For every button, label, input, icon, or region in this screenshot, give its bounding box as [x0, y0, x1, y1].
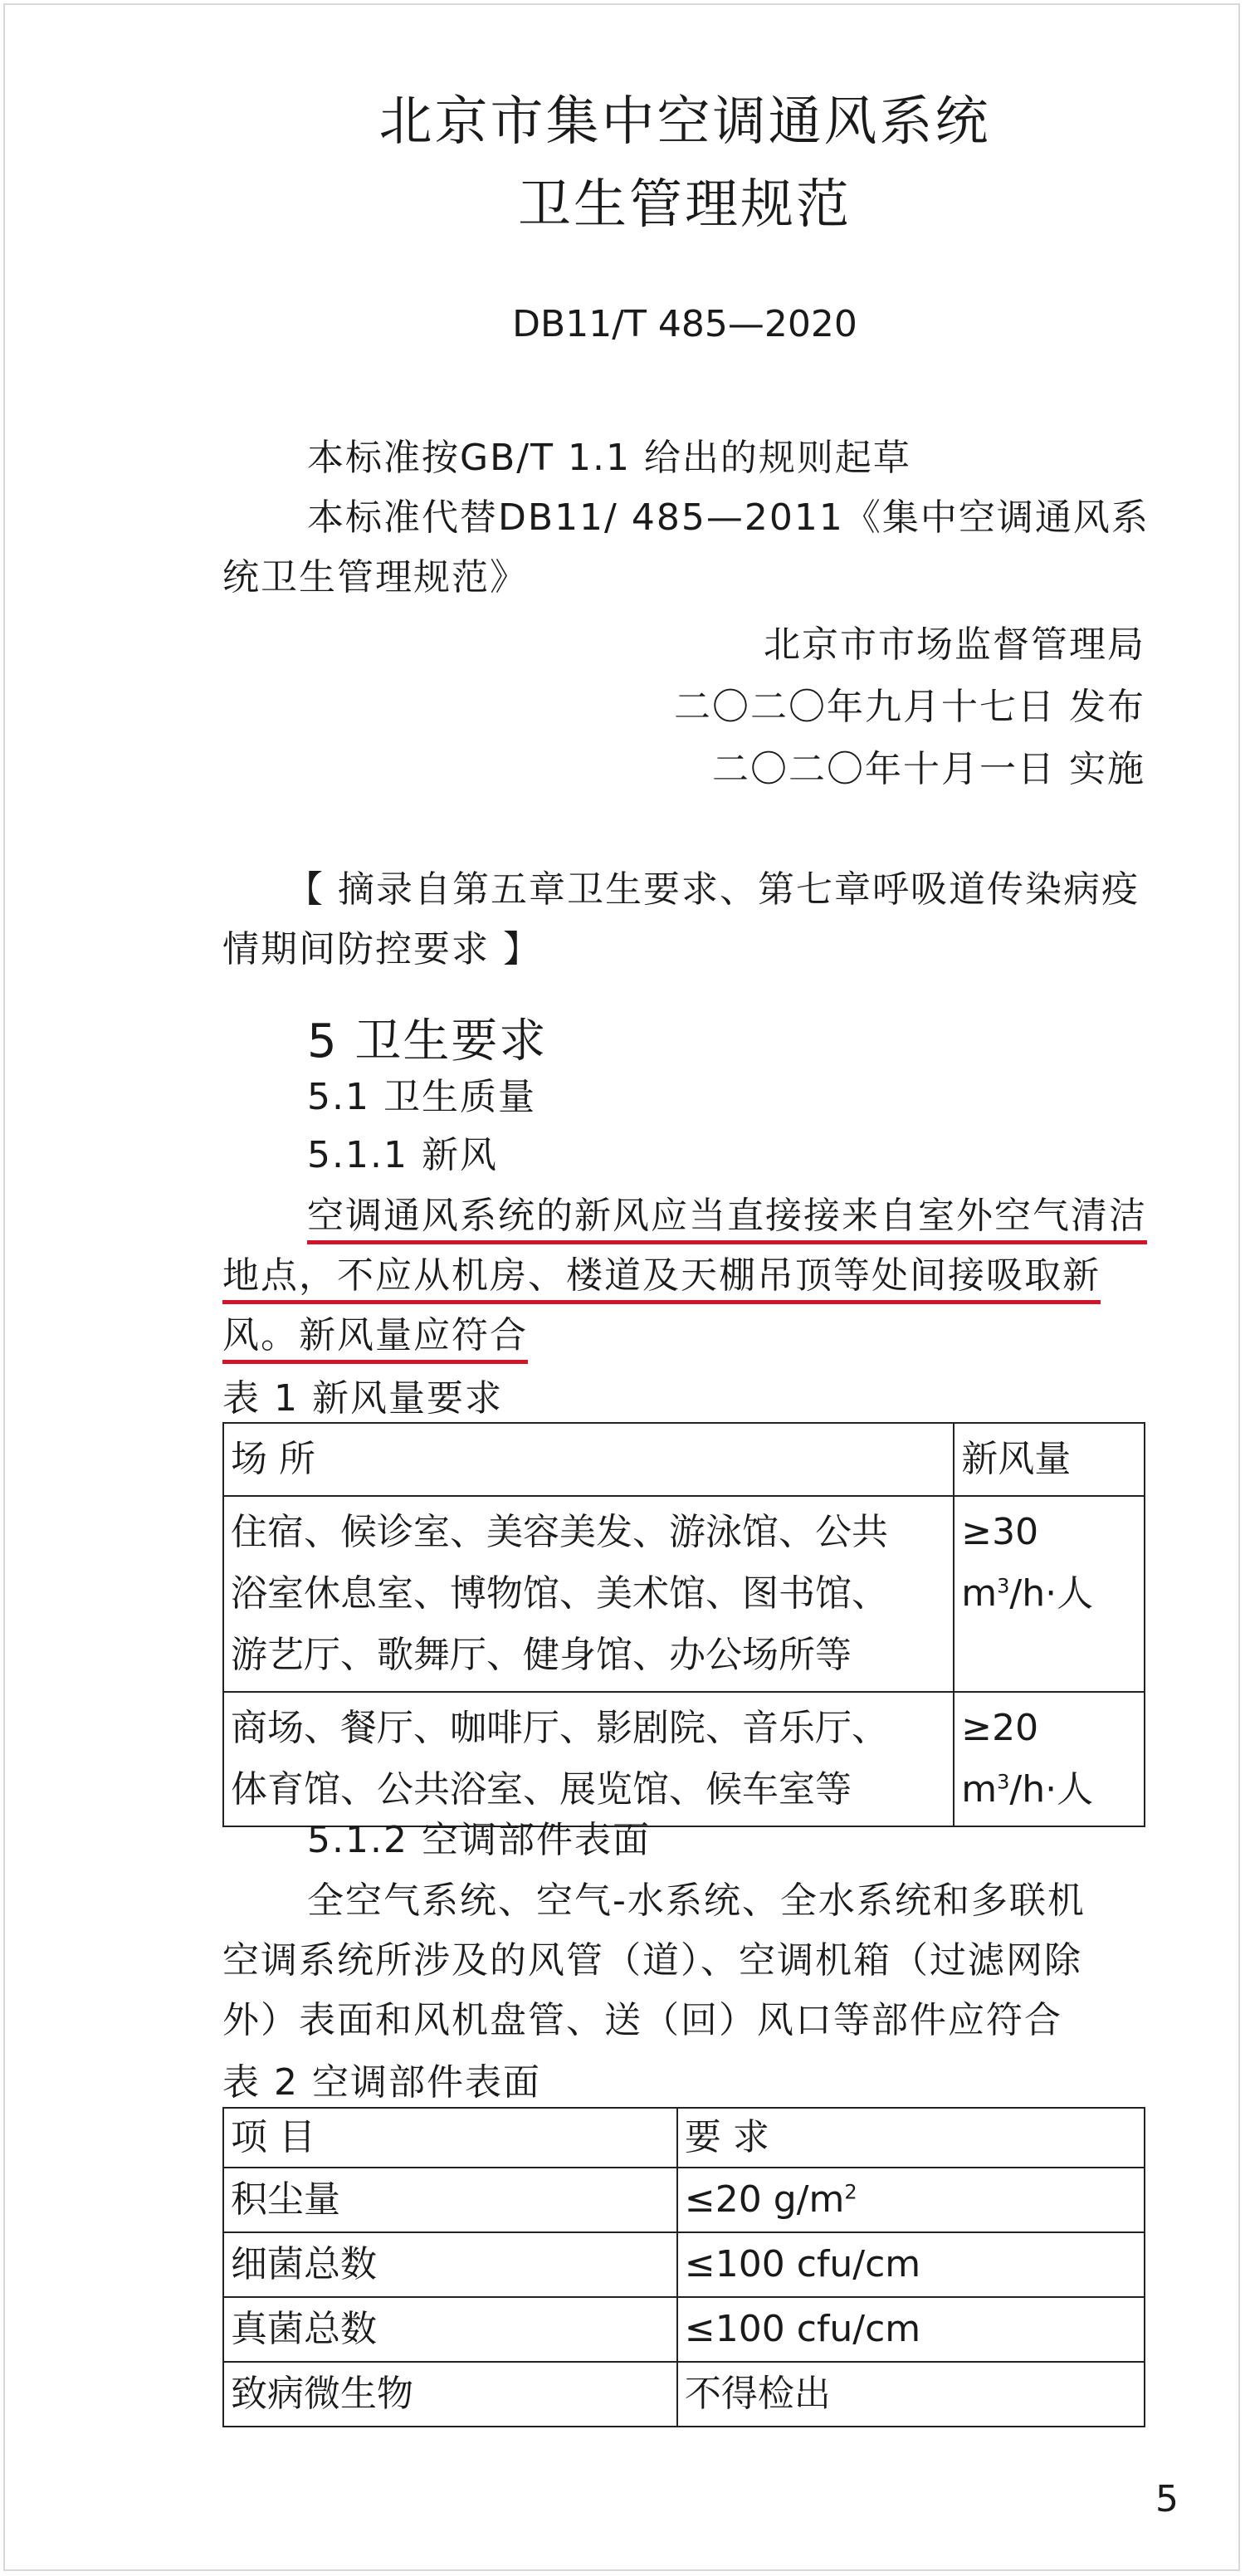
- fresh-air-text-line3: [222, 1305, 528, 1358]
- table1-caption: 表 1 新风量要求: [222, 1377, 503, 1420]
- table-cell-place: 商场、餐厅、咖啡厅、影剧院、音乐厅、 体育馆、公共浴室、展览馆、候车室等: [223, 1692, 954, 1826]
- table-row: [223, 2232, 1145, 2297]
- table1: [222, 1422, 1145, 1827]
- table-header-cell: 要 求: [677, 2108, 1145, 2168]
- section-5-1-2-heading: 5.1.2 空调部件表面: [307, 1819, 651, 1861]
- table2-caption: 表 2 空调部件表面: [222, 2061, 541, 2104]
- parts-text-line1: 全空气系统、空气-水系统、全水系统和多联机: [307, 1879, 1086, 1922]
- table2: [222, 2107, 1145, 2427]
- page-number: 5: [1155, 2478, 1179, 2520]
- table-row: [223, 1496, 1145, 1692]
- table-row: [223, 2362, 1145, 2427]
- table-row: [223, 2297, 1145, 2362]
- table-cell-value: ≥20 $m^3/h\cdot$人: [954, 1692, 1145, 1826]
- table-cell-item: 真菌总数: [223, 2297, 677, 2362]
- document-title-line1: 北京市集中空调通风系统: [378, 91, 991, 153]
- table-cell-value: ≥30 $m^3/h\cdot$人: [954, 1496, 1145, 1692]
- intro-line-2: 本标准代替DB11/ 485—2011《集中空调通风系: [307, 496, 1150, 539]
- table-header-row: [223, 1423, 1145, 1496]
- table-cell-item: 积尘量: [223, 2168, 677, 2232]
- table-cell-place: 住宿、候诊室、美容美发、游泳馆、公共 浴室休息室、博物馆、美术馆、图书馆、 游艺厅、歌舞厅、健身馆、办公场所等: [223, 1496, 954, 1692]
- table-cell-requirement: 不得检出: [677, 2362, 1145, 2427]
- excerpt-note-line2: 情期间防控要求 】: [222, 928, 541, 970]
- table-cell-requirement: ≤20 $g/m^2$: [677, 2168, 1145, 2232]
- table-row: [223, 2168, 1145, 2232]
- table-row: [223, 1692, 1145, 1826]
- excerpt-note-line1: 【 摘录自第五章卫生要求、第七章呼吸道传染病疫: [286, 868, 1140, 911]
- table-cell-requirement: ≤100 cfu/cm: [677, 2297, 1145, 2362]
- underlined-text: 地点，不应从机房、楼道及天棚吊顶等处间接吸取新: [222, 1254, 1101, 1304]
- parts-text-line2: 空调系统所涉及的风管（道）、空调机箱（过滤网除: [222, 1939, 1082, 1982]
- effective-date: 二〇二〇年十月一日 实施: [712, 748, 1145, 790]
- table-header-cell: 场 所: [223, 1423, 954, 1496]
- document-title-line2: 卫生管理规范: [518, 174, 852, 236]
- parts-text-line3: 外）表面和风机盘管、送（回）风口等部件应符合: [222, 1999, 1062, 2041]
- section-5-heading: 5 卫生要求: [307, 1014, 548, 1068]
- issuing-authority: 北京市市场监督管理局: [764, 623, 1145, 666]
- fresh-air-text-line2: [222, 1245, 1101, 1298]
- table-cell-item: 细菌总数: [223, 2232, 677, 2297]
- table-header-row: [223, 2108, 1145, 2168]
- table-cell-item: 致病微生物: [223, 2362, 677, 2427]
- section-5-1-1-heading: 5.1.1 新风: [307, 1134, 498, 1176]
- section-5-1-heading: 5.1 卫生质量: [307, 1076, 536, 1118]
- table-cell-requirement: ≤100 cfu/cm: [677, 2232, 1145, 2297]
- fresh-air-text-line1: [307, 1185, 1147, 1239]
- table-header-cell: 项 目: [223, 2108, 677, 2168]
- standard-code: DB11/T 485—2020: [512, 303, 857, 345]
- intro-line-3: 统卫生管理规范》: [222, 556, 528, 599]
- table-header-cell: 新风量: [954, 1423, 1145, 1496]
- underlined-text: 风。新风量应符合: [222, 1314, 528, 1364]
- publish-date: 二〇二〇年九月十七日 发布: [674, 686, 1145, 728]
- underlined-text: 空调通风系统的新风应当直接接来自室外空气清洁: [307, 1195, 1147, 1244]
- intro-line-1: 本标准按GB/T 1.1 给出的规则起草: [307, 437, 911, 479]
